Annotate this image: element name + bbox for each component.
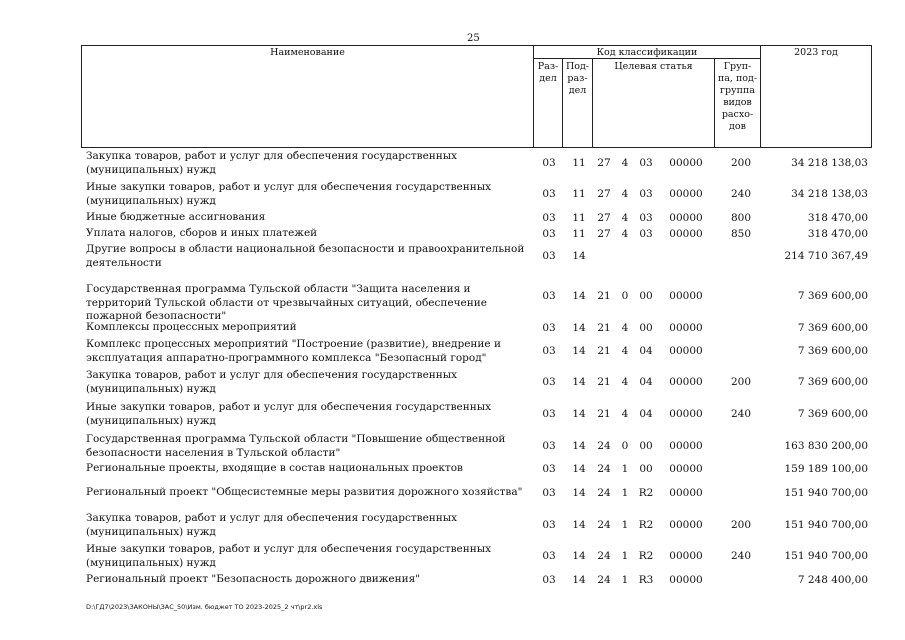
table-row [86,321,868,336]
row-code-vr: 200 [730,376,752,388]
row-amount: 7 369 600,00 [797,322,868,334]
row-code-pr: 14 [572,519,586,531]
row-amount: 214 710 367,49 [784,250,868,262]
row-code-c3: 04 [639,408,653,420]
row-code-r: 03 [542,250,556,262]
row-code-c4: 00000 [669,212,703,224]
row-amount: 7 248 400,00 [797,574,868,586]
row-amount: 151 940 700,00 [784,550,868,562]
row-code-r: 03 [542,322,556,334]
row-name: Уплата налогов, сборов и иных платежей [86,227,318,239]
row-amount: 151 940 700,00 [784,519,868,531]
table-row [86,433,868,461]
row-code-pr: 11 [572,157,586,169]
header-year: 2023 год [794,47,838,58]
row-name: Иные бюджетные ассигнования [86,211,266,223]
table-row [86,462,868,477]
row-code-pr: 14 [572,345,586,357]
row-code-c1: 24 [597,550,611,562]
row-code-c3: 04 [639,345,653,357]
row-amount: 7 369 600,00 [797,345,868,357]
divider [760,45,761,148]
row-amount: 7 369 600,00 [797,376,868,388]
row-code-c1: 24 [597,463,611,475]
row-code-c1: 24 [597,574,611,586]
row-code-c2: 0 [621,290,629,302]
row-amount: 7 369 600,00 [797,408,868,420]
table-row [86,573,868,588]
row-code-pr: 11 [572,228,586,240]
row-code-c2: 1 [621,463,629,475]
row-code-c3: 03 [639,228,653,240]
row-code-r: 03 [542,519,556,531]
row-code-c1: 27 [597,212,611,224]
row-code-pr: 14 [572,463,586,475]
row-code-c2: 1 [621,574,629,586]
row-code-c1: 21 [597,408,611,420]
header-target: Целевая статья [614,61,693,72]
row-code-c4: 00000 [669,574,703,586]
row-code-c4: 00000 [669,376,703,388]
row-code-c3: 00 [639,463,653,475]
row-code-r: 03 [542,212,556,224]
row-code-c4: 00000 [669,408,703,420]
row-code-pr: 14 [572,322,586,334]
row-code-c3: 00 [639,290,653,302]
row-code-vr: 200 [730,157,752,169]
header-section: Раз- дел [537,61,559,84]
row-code-r: 03 [542,376,556,388]
row-amount: 34 218 138,03 [791,188,868,200]
row-code-c4: 00000 [669,463,703,475]
row-name: Региональный проект "Общесистемные меры развития дорожного хозяйства" [86,486,523,498]
row-code-c2: 4 [621,212,629,224]
row-code-vr: 850 [730,228,752,240]
row-code-c4: 00000 [669,550,703,562]
header-code: Код классификации [596,47,698,58]
row-code-c1: 27 [597,157,611,169]
row-code-c3: R2 [638,487,654,499]
row-code-c2: 4 [621,228,629,240]
row-code-r: 03 [542,228,556,240]
row-code-c1: 21 [597,290,611,302]
row-name: Иные закупки товаров, работ и услуг для обеспечения государственных (муниципальных) нужд [86,181,492,207]
table-row [86,227,868,242]
row-code-pr: 14 [572,440,586,452]
row-code-c2: 4 [621,188,629,200]
row-name: Иные закупки товаров, работ и услуг для обеспечения государственных (муниципальных) нужд [86,543,492,569]
row-amount: 318 470,00 [807,212,868,224]
row-code-c4: 00000 [669,440,703,452]
row-amount: 7 369 600,00 [797,290,868,302]
row-code-r: 03 [542,188,556,200]
row-code-c3: 03 [639,188,653,200]
row-code-c3: 00 [639,322,653,334]
row-code-pr: 14 [572,574,586,586]
page-number: 25 [467,33,480,44]
row-amount: 34 218 138,03 [791,157,868,169]
row-code-c1: 21 [597,376,611,388]
row-code-c4: 00000 [669,487,703,499]
row-code-r: 03 [542,157,556,169]
table-row [86,543,868,571]
header-name: Наименование [270,47,345,58]
row-code-vr: 800 [730,212,752,224]
row-code-pr: 14 [572,376,586,388]
row-code-r: 03 [542,408,556,420]
row-code-c1: 27 [597,188,611,200]
row-code-c2: 1 [621,519,629,531]
row-code-c1: 24 [597,519,611,531]
row-code-c3: R2 [638,519,654,531]
row-code-c3: 03 [639,157,653,169]
row-code-r: 03 [542,487,556,499]
row-code-r: 03 [542,574,556,586]
row-code-c2: 0 [621,440,629,452]
row-code-c2: 4 [621,157,629,169]
row-code-vr: 240 [730,188,752,200]
row-amount: 318 470,00 [807,228,868,240]
row-code-c2: 4 [621,345,629,357]
row-code-c3: 00 [639,440,653,452]
table-row [86,211,868,226]
row-code-vr: 240 [730,408,752,420]
row-code-c2: 1 [621,487,629,499]
table-row [86,150,868,178]
row-code-c4: 00000 [669,345,703,357]
row-code-c1: 24 [597,487,611,499]
row-code-pr: 14 [572,250,586,262]
row-name: Государственная программа Тульской области "Защита населения и территорий Тульской области от чрезвычайных ситуаций, обеспечение пожарной безопасности" [86,283,487,322]
row-code-pr: 14 [572,408,586,420]
row-code-r: 03 [542,440,556,452]
table-row [86,486,868,501]
row-code-r: 03 [542,463,556,475]
table-row [86,401,868,429]
row-code-pr: 11 [572,188,586,200]
row-code-c2: 4 [621,408,629,420]
row-code-c2: 4 [621,376,629,388]
row-name: Закупка товаров, работ и услуг для обеспечения государственных (муниципальных) нужд [86,369,458,395]
row-code-c4: 00000 [669,290,703,302]
row-code-pr: 14 [572,487,586,499]
row-code-c1: 27 [597,228,611,240]
row-code-c3: 04 [639,376,653,388]
row-code-c3: R3 [638,574,654,586]
row-code-r: 03 [542,550,556,562]
row-code-c2: 1 [621,550,629,562]
row-code-r: 03 [542,290,556,302]
row-name: Государственная программа Тульской области "Повышение общественной безопасности населения в Тульской области" [86,433,506,459]
row-name: Иные закупки товаров, работ и услуг для обеспечения государственных (муниципальных) нужд [86,401,492,427]
header-group: Груп- па, под- группа видов расхо- дов [717,61,758,132]
table-row [86,181,868,209]
table-row [86,283,868,322]
row-code-c1: 24 [597,440,611,452]
table-row [86,512,868,540]
row-name: Региональные проекты, входящие в состав национальных проектов [86,462,463,474]
row-name: Другие вопросы в области национальной безопасности и правоохранительной деятельности [86,243,525,269]
row-code-vr: 240 [730,550,752,562]
row-code-c3: R2 [638,550,654,562]
file-path-footer: D:\ГД7\2023\ЗАКОНЫ\ЗАС_50\Изм. бюджет ТО 2023-2025_2 чт\pr2.xls [86,603,323,611]
row-amount: 159 189 100,00 [784,463,868,475]
header-subsection: Под- раз- дел [565,61,590,96]
row-code-vr: 200 [730,519,752,531]
row-code-c4: 00000 [669,228,703,240]
table-row [86,369,868,397]
row-code-c4: 00000 [669,519,703,531]
row-code-pr: 14 [572,550,586,562]
row-code-r: 03 [542,345,556,357]
row-code-c1: 21 [597,345,611,357]
row-code-c4: 00000 [669,188,703,200]
row-name: Закупка товаров, работ и услуг для обеспечения государственных (муниципальных) нужд [86,150,458,176]
row-code-c1: 21 [597,322,611,334]
table-row [86,243,868,271]
row-code-c4: 00000 [669,157,703,169]
row-name: Комплекс процессных мероприятий "Построение (развитие), внедрение и эксплуатация аппаратно-программного комплекса "Безопасный город" [86,338,501,364]
row-code-c2: 4 [621,322,629,334]
row-code-pr: 14 [572,290,586,302]
row-name: Закупка товаров, работ и услуг для обеспечения государственных (муниципальных) нужд [86,512,458,538]
row-code-c4: 00000 [669,322,703,334]
row-name: Региональный проект "Безопасность дорожного движения" [86,573,421,585]
row-name: Комплексы процессных мероприятий [86,321,297,333]
table-row [86,338,868,366]
row-amount: 151 940 700,00 [784,487,868,499]
row-code-pr: 11 [572,212,586,224]
row-amount: 163 830 200,00 [784,440,868,452]
row-code-c3: 03 [639,212,653,224]
